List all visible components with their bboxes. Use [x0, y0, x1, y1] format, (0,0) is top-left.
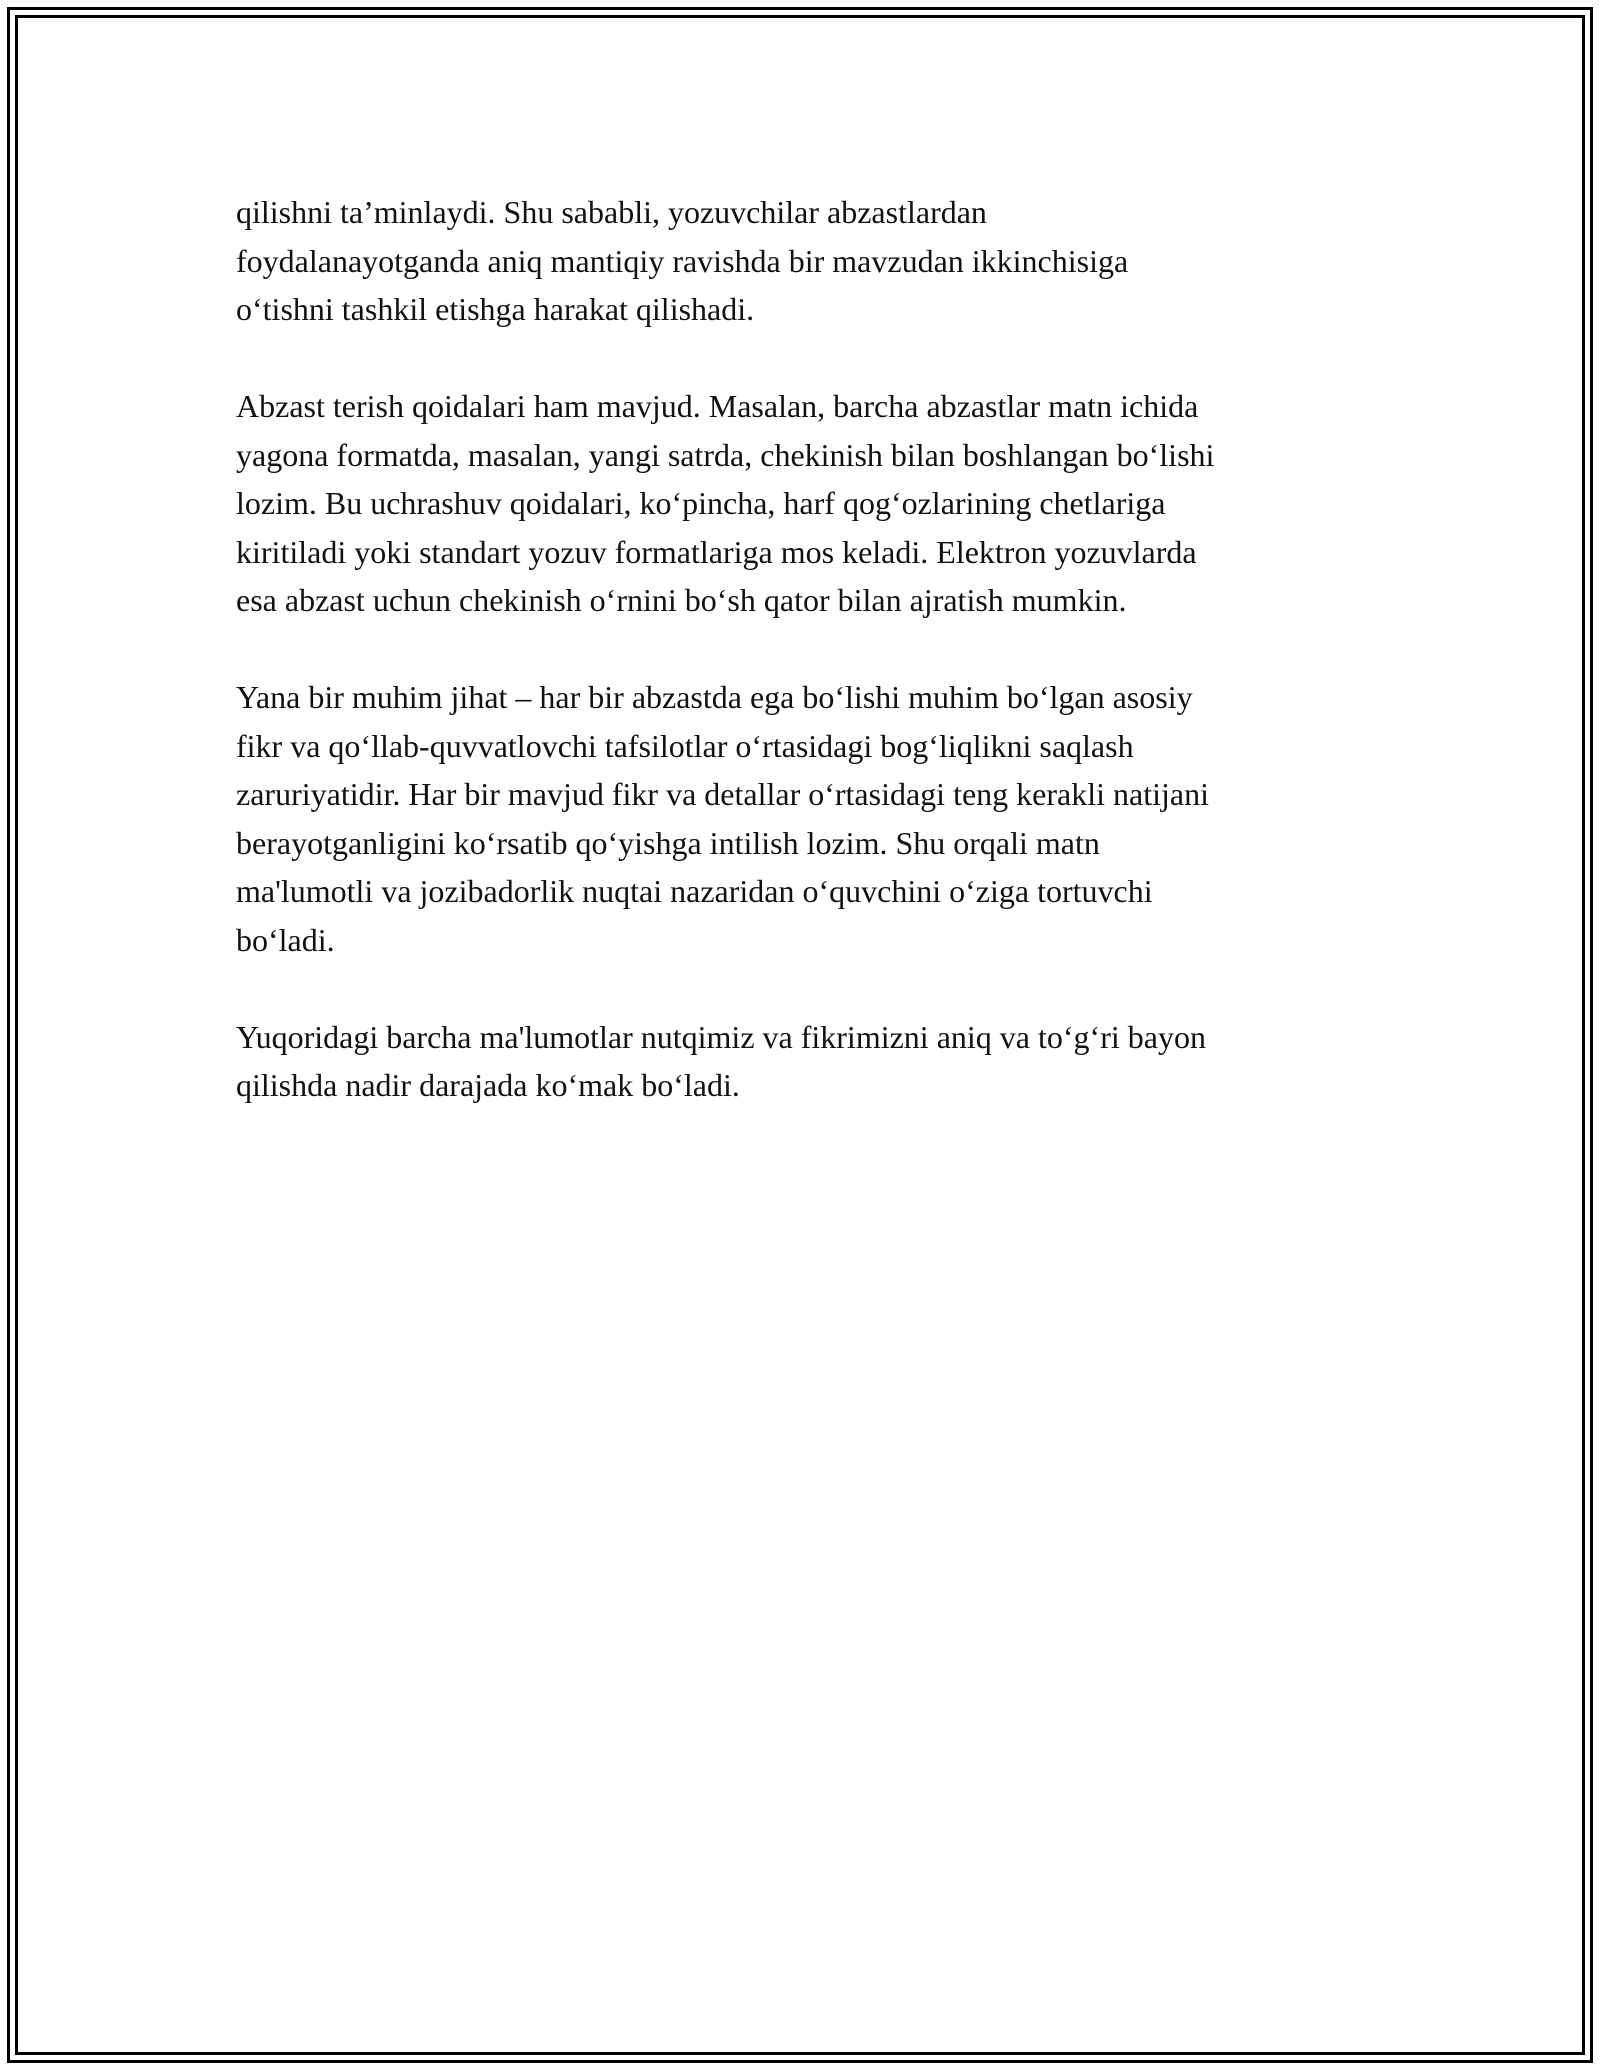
- paragraph-4: Yuqoridagi barcha ma'lumotlar nutqimiz va fikrimizni aniq va to‘g‘ri bayon qilishda nadir darajada ko‘mak bo‘ladi.: [236, 1018, 1206, 1103]
- paragraph-2: Abzast terish qoidalari ham mavjud. Masalan, barcha abzastlar matn ichida yagona formatda, masalan, yangi satrda, chekinish bilan boshlangan bo‘lishi lozim. Bu uchrashuv qoidalari, ko‘pincha, harf qog‘ozlarining chetlariga kiritiladi yoki standart yozuv formatlariga mos keladi. Elektron yozuvlarda esa abzast uchun chekinish o‘rnini bo‘sh qator bilan ajratish mumkin.: [236, 388, 1215, 618]
- document-body: [236, 188, 1376, 1158]
- paragraph-1: qilishni ta’minlaydi. Shu sababli, yozuvchilar abzastlardan foydalanayotganda aniq mantiqiy ravishda bir mavzudan ikkinchisiga o‘tishni tashkil etishga harakat qilishadi.: [236, 194, 1129, 327]
- paragraph-3: Yana bir muhim jihat – har bir abzastda ega bo‘lishi muhim bo‘lgan asosiy fikr va qo‘llab-quvvatlovchi tafsilotlar o‘rtasidagi bog‘liqlikni saqlash zaruriyatidir. Har bir mavjud fikr va detallar o‘rtasidagi teng kerakli natijani berayotganligini ko‘rsatib qo‘yishga intilish lozim. Shu orqali matn ma'lumotli va jozibadorlik nuqtai nazaridan o‘quvchini o‘ziga tortuvchi bo‘ladi.: [236, 679, 1209, 958]
